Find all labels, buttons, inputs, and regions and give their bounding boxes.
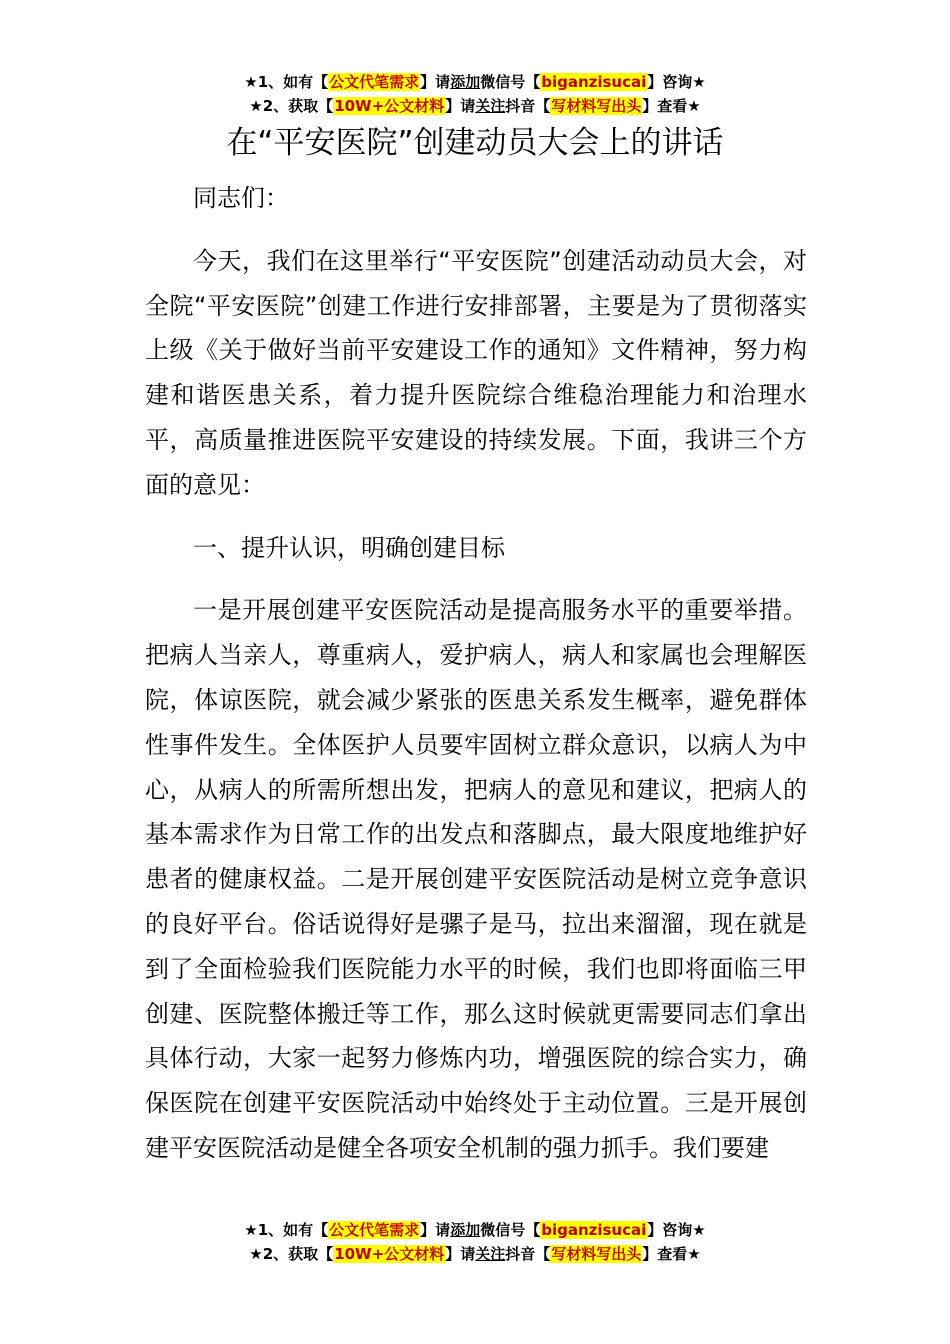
promo-text: 微信号【 xyxy=(480,73,541,91)
promo-banner-bottom xyxy=(0,1218,950,1266)
promo-text: ★1、如有【 xyxy=(244,1221,329,1239)
promo-underline: 添加 xyxy=(450,1221,481,1239)
promo-text: 】请 xyxy=(445,97,476,115)
promo-wechat-id: biganzisucai xyxy=(541,1221,647,1239)
promo-text: 抖音【 xyxy=(505,1245,551,1263)
document-body xyxy=(145,176,807,1171)
promo-text: 抖音【 xyxy=(505,97,551,115)
promo-text: 】请 xyxy=(420,73,451,91)
promo-text: ★1、如有【 xyxy=(244,73,329,91)
promo-text: 微信号【 xyxy=(480,1221,541,1239)
promo-text: 】咨询★ xyxy=(647,1221,706,1239)
promo-text: ★2、获取【 xyxy=(249,97,334,115)
section-heading-1: 一、提升认识，明确创建目标 xyxy=(193,533,505,562)
promo-highlight: 10W+公文材料 xyxy=(334,97,445,115)
promo-text: ★2、获取【 xyxy=(249,1245,334,1263)
promo-underline: 关注 xyxy=(475,1245,506,1263)
promo-wechat-id: biganzisucai xyxy=(541,73,647,91)
salutation: 同志们： xyxy=(193,184,289,212)
promo-douyin-id: 写材料写出头 xyxy=(551,97,642,115)
promo-text: 】咨询★ xyxy=(647,73,706,91)
intro-paragraph: 今天，我们在这里举行“平安医院”创建活动动员大会，对全院“平安医院”创建工作进行安排部署，主要是为了贯彻落实上级《关于做好当前平安建设工作的通知》文件精神，努力构建和谐医患关系，着力提升医院综合维稳治理能力和治理水平，高质量推进医院平安建设的持续发展。下面，我讲三个方面的意见： xyxy=(145,246,807,499)
promo-text: 】查看★ xyxy=(642,1245,701,1263)
promo-line-1 xyxy=(0,1218,950,1242)
promo-text: 】查看★ xyxy=(642,97,701,115)
body-paragraph-1: 一是开展创建平安医院活动是提高服务水平的重要举措。把病人当亲人，尊重病人，爱护病人，病人和家属也会理解医院，体谅医院，就会减少紧张的医患关系发生概率，避免群体性事件发生。全体医护人员要牢固树立群众意识，以病人为中心，从病人的所需所想出发，把病人的意见和建议，把病人的基本需求作为日常工作的出发点和落脚点，最大限度地维护好患者的健康权益。二是开展创建平安医院活动是树立竞争意识的良好平台。俗话说得好是骡子是马，拉出来溜溜，现在就是到了全面检验我们医院能力水平的时候，我们也即将面临三甲创建、医院整体搬迁等工作，那么这时候就更需要同志们拿出具体行动，大家一起努力修炼内功，增强医院的综合实力，确保医院在创建平安医院活动中始终处于主动位置。三是开展创建平安医院活动是健全各项安全机制的强力抓手。我们要建 xyxy=(145,596,807,1162)
document-title: 在“平安医院”创建动员大会上的讲话 xyxy=(226,125,724,161)
promo-line-1 xyxy=(0,70,950,94)
promo-line-2 xyxy=(0,94,950,118)
promo-text: 】请 xyxy=(445,1245,476,1263)
promo-highlight: 公文代笔需求 xyxy=(329,1221,420,1239)
promo-underline: 添加 xyxy=(450,73,481,91)
promo-text: 】请 xyxy=(420,1221,451,1239)
promo-underline: 关注 xyxy=(475,97,506,115)
promo-highlight: 10W+公文材料 xyxy=(334,1245,445,1263)
promo-highlight: 公文代笔需求 xyxy=(329,73,420,91)
promo-line-2 xyxy=(0,1242,950,1266)
promo-douyin-id: 写材料写出头 xyxy=(551,1245,642,1263)
promo-banner-top xyxy=(0,70,950,118)
